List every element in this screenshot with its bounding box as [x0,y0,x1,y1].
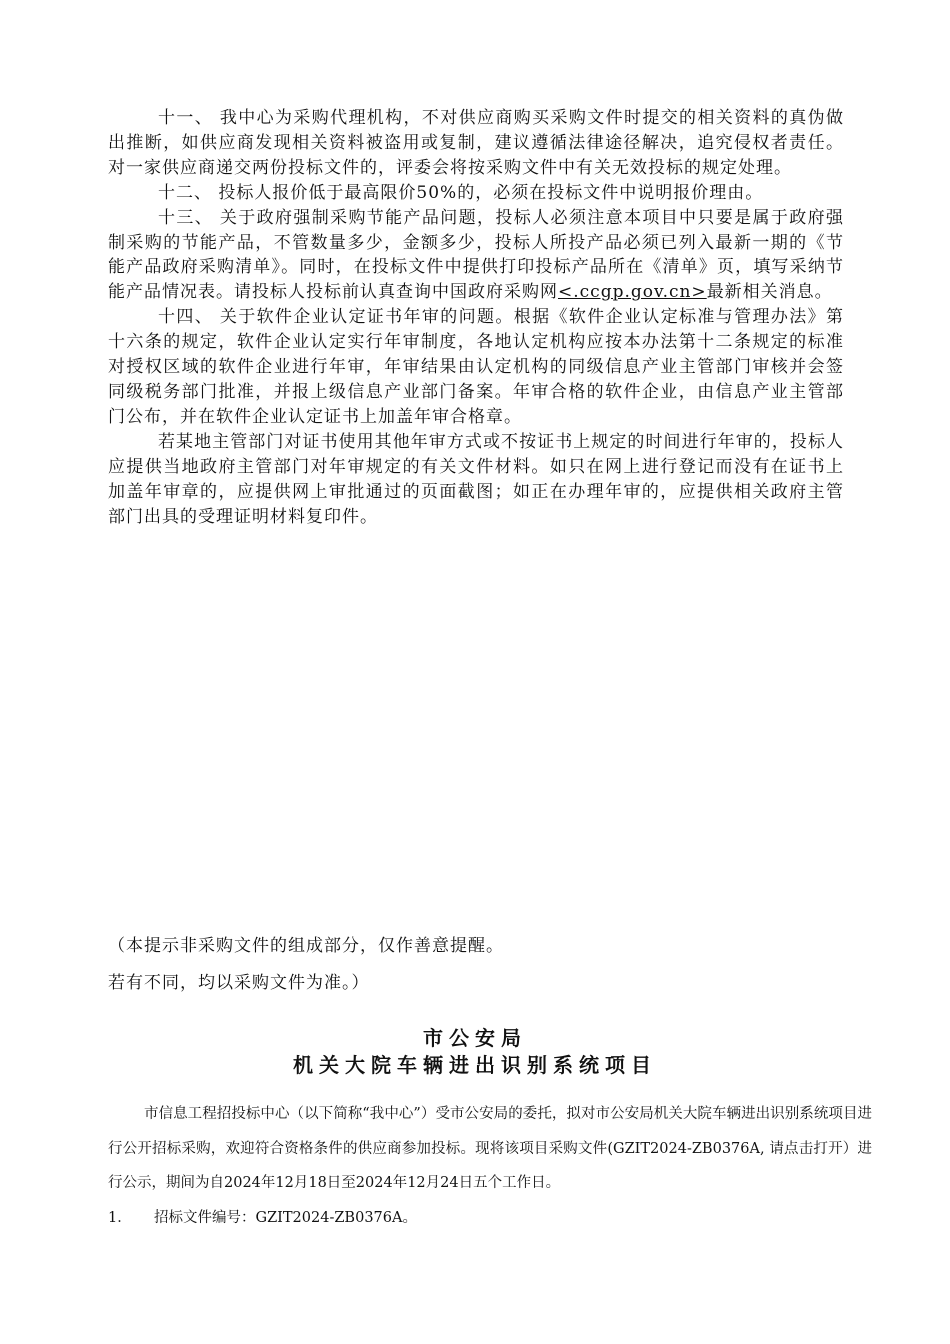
announcement-intro: 市信息工程招投标中心（以下简称“我中心”）受市公安局的委托，拟对市公安局机关大院车辆进出识别系统项目进行公开招标采购，欢迎符合资格条件的供应商参加投标。现将该项目采购文件(GZIT2024-ZB0376A, 请点击打开）进行公示，期间为自2024年12月18日至2024年12月24日五个工作日。 [108,1106,872,1191]
notice-section [108,106,844,529]
item-text: 招标文件编号：GZIT2024-ZB0376A。 [154,1209,417,1226]
item-number: 1． [108,1209,132,1226]
notice-item-12: 十二、 投标人报价低于最高限价50%的，必须在投标文件中说明报价理由。 [158,182,764,203]
notice-item-14-extra: 若某地主管部门对证书使用其他年审方式或不按证书上规定的时间进行年审的，投标人应提供当地政府主管部门对年审规定的有关文件材料。如只在网上进行登记而没有在证书上加盖年审章的，应提供网上审批通过的页面截图；如正在办理年审的，应提供相关政府主管部门出具的受理证明材料复印件。 [108,431,844,527]
remark-line-2: 若有不同，均以采购文件为准。） [108,973,370,993]
org-title: 市公安局 [423,1026,527,1050]
ccgp-link[interactable]: <.ccgp.gov.cn> [558,282,707,303]
remark-line-1: （本提示非采购文件的组成部分，仅作善意提醒。 [108,936,504,956]
announcement-body [108,1097,872,1235]
notice-item-11: 十一、 我中心为采购代理机构，不对供应商购买采购文件时提交的相关资料的真伪做出推断，如供应商发现相关资料被盗用或复制，建议遵循法律途径解决，追究侵权者责任。对一家供应商递交两份投标文件的，评委会将按采购文件中有关无效投标的规定处理。 [108,108,844,178]
notice-item-13-tail: 最新相关消息。 [706,282,833,303]
disclaimer-remark [108,928,844,1002]
notice-item-14: 十四、 关于软件企业认定证书年审的问题。根据《软件企业认定标准与管理办法》第十六条的规定，软件企业认定实行年审制度，各地认定机构应按本办法第十二条规定的标准对授权区域的软件企业进行年审，年审结果由认定机构的同级信息产业主管部门审核并会签同级税务部门批准，并报上级信息产业部门备案。年审合格的软件企业，由信息产业主管部门公布，并在软件企业认定证书上加盖年审合格章。 [108,307,844,427]
notice-item-13 [108,206,844,306]
project-title: 机关大院车辆进出识别系统项目 [293,1053,657,1077]
announcement-item-1 [108,1201,872,1236]
notice-item-13-text: 十三、 关于政府强制采购节能产品问题，投标人必须注意本项目中只要是属于政府强制采购的节能产品，不管数量多少，金额多少，投标人所投产品必须已列入最新一期的《节能产品政府采购清单》。同时，在投标文件中提供打印投标产品所在《清单》页，填写采纳节能产品情况表。请投标人投标前认真查询中国政府采购网 [108,207,844,303]
